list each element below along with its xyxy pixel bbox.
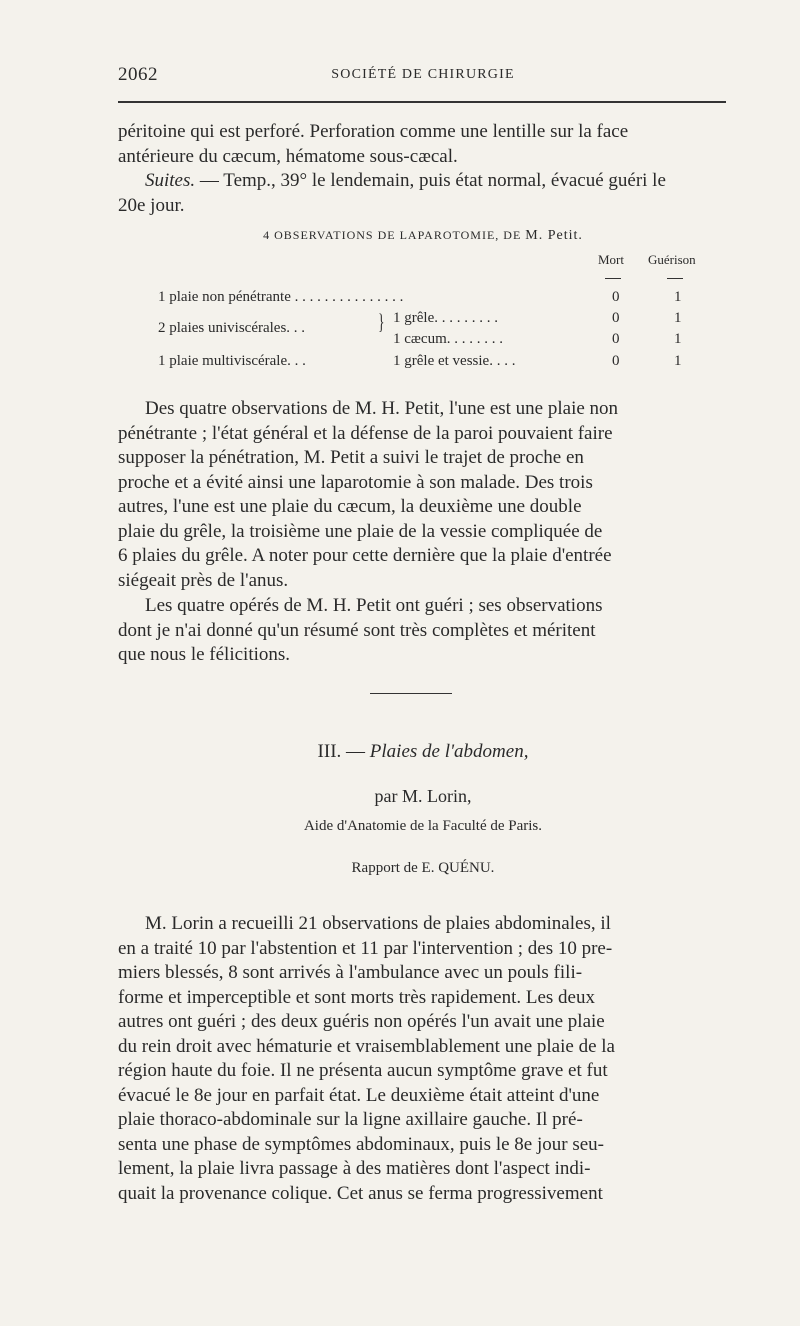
section-separator (370, 693, 452, 694)
table-title-name: M. Petit. (525, 228, 583, 243)
page-number: 2062 (118, 64, 158, 85)
column-rule (667, 278, 683, 279)
table-row-label: 2 plaies univiscérales. . . (158, 320, 306, 336)
paragraph-lorin (118, 912, 728, 1206)
table-cell-guerison: 1 (674, 353, 682, 369)
text-line: plaie du grêle, la troisième une plaie de la vessie compliquée de (118, 520, 603, 542)
paragraph-intro (118, 120, 728, 218)
brace-glyph: } (378, 309, 385, 334)
text-line: plaie thoraco-abdominale sur la ligne axillaire gauche. Il pré- (118, 1109, 583, 1130)
text-line: pénétrante ; l'état général et la défense de la paroi pouvaient faire (118, 422, 613, 444)
table-cell-mort: 0 (612, 310, 620, 326)
author-prefix: par M. (374, 786, 427, 806)
text-line: Les quatre opérés de M. H. Petit ont guéri ; ses observations (145, 595, 603, 616)
text-line: M. Lorin a recueilli 21 observations de plaies abdominales, il (145, 913, 611, 934)
table-sub-label: 1 grêle et vessie. . . . (393, 353, 516, 369)
text-line: 20e jour. (118, 194, 185, 216)
paragraph-conclusion (118, 594, 728, 668)
text-line: du rein droit avec hématurie et vraisemblablement une plaie de la (118, 1035, 615, 1057)
paragraph-summary (118, 397, 728, 593)
text-line: que nous le félicitions. (118, 644, 291, 665)
text-line: Des quatre observations de M. H. Petit, l'une est une plaie non (145, 398, 619, 419)
table-sub-label: 1 cæcum. . . . . . . . (393, 331, 503, 347)
text-line: forme et imperceptible et sont morts très rapidement. Les deux (118, 986, 595, 1008)
table-cell-mort: 0 (612, 331, 620, 347)
section-numeral: III. — (317, 741, 370, 762)
table-cell-guerison: 1 (674, 289, 682, 305)
table-row-label: 1 plaie non pénétrante . . . . . . . . . . . . . . . (158, 289, 404, 305)
text-line: supposer la pénétration, M. Petit a suivi le trajet de proche en (118, 447, 584, 468)
table-cell-guerison: 1 (674, 310, 682, 326)
text-line: quait la provenance colique. Cet anus se ferma progressivement (118, 1182, 603, 1204)
table-title (118, 228, 728, 244)
text-line: en a traité 10 par l'abstention et 11 par l'intervention ; des 10 pre- (118, 937, 613, 959)
text-line: 6 plaies du grêle. A noter pour cette dernière que la plaie d'entrée (118, 545, 612, 566)
section-title (118, 741, 728, 763)
text-line: autres, l'une est une plaie du cæcum, la deuxième une double (118, 496, 582, 517)
author-name: Lorin, (427, 786, 472, 806)
table-row-label: 1 plaie multiviscérale. . . (158, 353, 306, 369)
table-cell-mort: 0 (612, 353, 620, 369)
table-title-number: 4 (263, 228, 271, 242)
text-line: proche et a évité ainsi une laparotomie à son malade. Des trois (118, 471, 593, 493)
header-rule (118, 101, 726, 103)
text-line (118, 169, 728, 194)
suites-label: Suites. (145, 170, 196, 191)
text-line: miers blessés, 8 sont arrivés à l'ambulance avec un pouls fili- (118, 962, 583, 983)
text-line: dont je n'ai donné qu'un résumé sont très complètes et méritent (118, 619, 596, 641)
suites-text: — Temp., 39° le lendemain, puis état normal, évacué guéri le (195, 170, 666, 191)
author-affiliation: Aide d'Anatomie de la Faculté de Paris. (303, 818, 543, 834)
text-line: péritoine qui est perforé. Perforation comme une lentille sur la face (118, 121, 629, 142)
section-author (118, 786, 728, 807)
text-line: région haute du foie. Il ne présenta aucun symptôme grave et fut (118, 1060, 608, 1081)
text-line: évacué le 8e jour en parfait état. Le deuxième était atteint d'une (118, 1084, 600, 1106)
table-cell-mort: 0 (612, 289, 620, 305)
text-line: lement, la plaie livra passage à des matières dont l'aspect indi- (118, 1158, 591, 1179)
section-title-text: Plaies de l'abdomen, (369, 741, 529, 762)
text-line: senta une phase de symptômes abdominaux, puis le 8e jour seu- (118, 1133, 604, 1155)
table-sub-label: 1 grêle. . . . . . . . . (393, 310, 498, 326)
report-by: Rapport de E. QUÉNU. (351, 860, 495, 876)
table-cell-guerison: 1 (674, 331, 682, 347)
page-header (118, 64, 728, 90)
running-title: SOCIÉTÉ DE CHIRURGIE (331, 67, 515, 82)
column-header-guerison: Guérison (648, 252, 696, 267)
text-line: siégeait près de l'anus. (118, 569, 289, 591)
column-header-mort: Mort (598, 252, 624, 267)
table-title-text: OBSERVATIONS DE LAPAROTOMIE, DE (274, 228, 526, 242)
column-rule (605, 278, 621, 279)
text-line: autres ont guéri ; des deux guéris non opérés l'un avait une plaie (118, 1011, 605, 1032)
text-line: antérieure du cæcum, hématome sous-cæcal. (118, 145, 458, 167)
